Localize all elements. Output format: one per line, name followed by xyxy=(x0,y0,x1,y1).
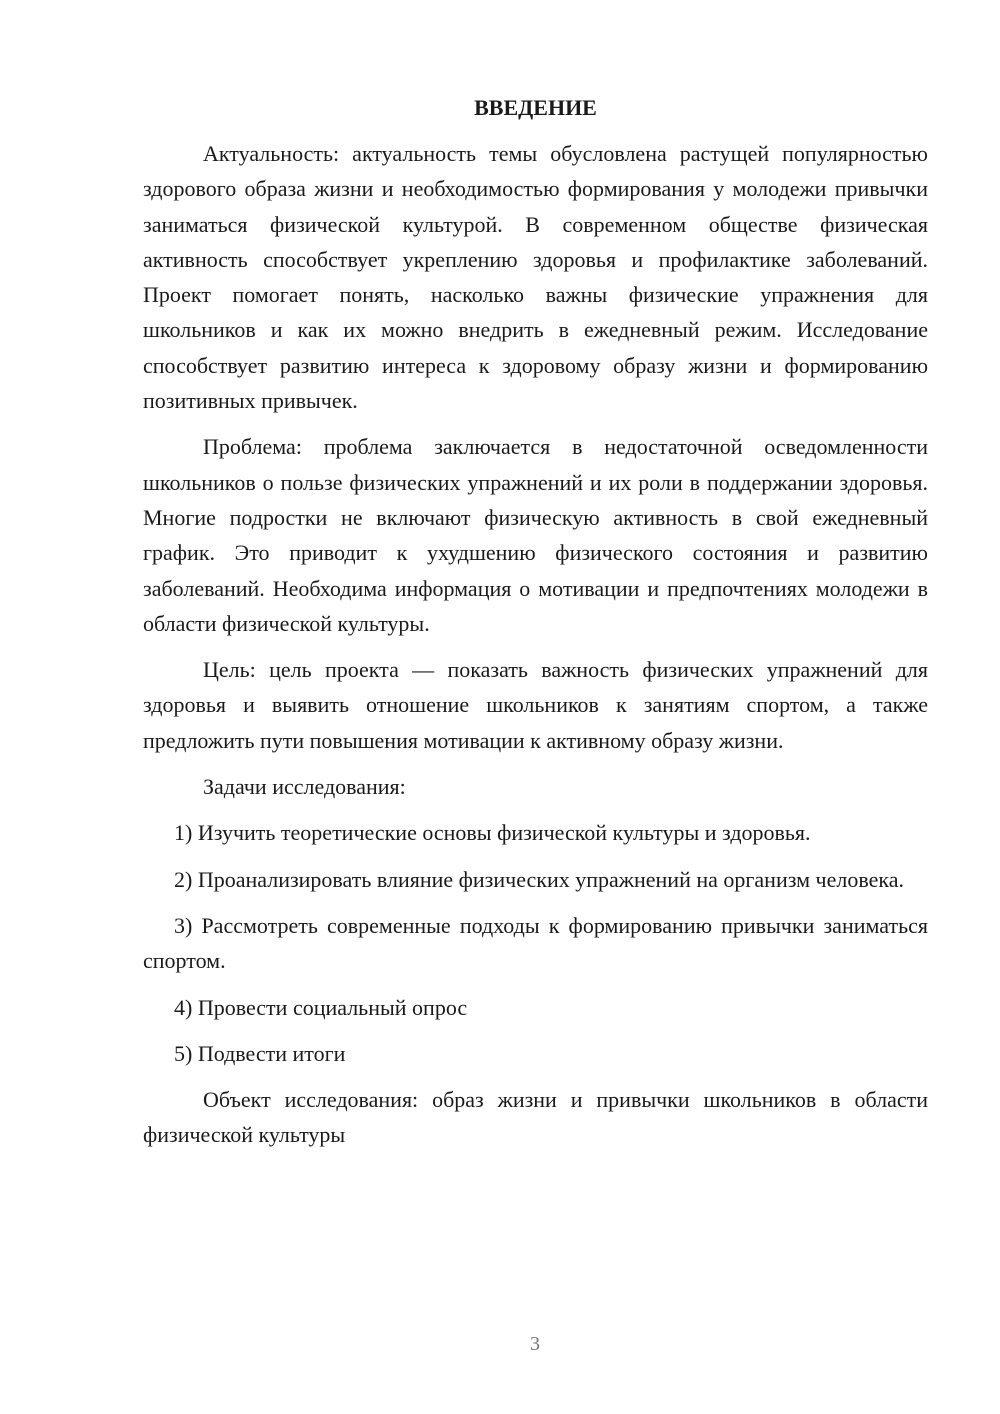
section-heading: ВВЕДЕНИЕ xyxy=(474,95,597,120)
page-number: 3 xyxy=(530,1333,540,1355)
task-item-1: 1) Изучить теоретические основы физической культуры и здоровья. xyxy=(174,820,811,846)
task-item-4: 4) Провести социальный опрос xyxy=(174,994,468,1020)
tasks-title: Задачи исследования: xyxy=(203,774,406,800)
task-item-5: 5) Подвести итоги xyxy=(174,1040,346,1066)
document-page xyxy=(143,90,928,1153)
goal-paragraph: Цель: цель проекта — показать важность физических упражнений для здоровья и выявить отношение школьников к занятиям спортом, а также предложить пути повышения мотивации к активному образу жизни. xyxy=(143,657,928,753)
problem-paragraph: Проблема: проблема заключается в недостаточной осведомленности школьников о пользе физических упражнений и их роли в поддержании здоровья. Многие подростки не включают физическую активность в свой ежедневный график. Это приводит к ухудшению физического состояния и развитию заболеваний. Необходима информация о мотивации и предпочтениях молодежи в области физической культуры. xyxy=(143,434,928,636)
object-paragraph: Объект исследования: образ жизни и привычки школьников в области физической культуры xyxy=(143,1087,928,1148)
task-item-3: 3) Рассмотреть современные подходы к формированию привычки заниматься спортом. xyxy=(143,912,928,974)
relevance-paragraph: Актуальность: актуальность темы обусловлена растущей популярностью здорового образа жизни и необходимостью формирования у молодежи привычки заниматься физической культурой. В современном обществе физическая активность способствует укреплению здоровья и профилактике заболеваний. Проект помогает понять, насколько важны физические упражнения для школьников и как их можно внедрить в ежедневный режим. Исследование способствует развитию интереса к здоровому образу жизни и формированию позитивных привычек. xyxy=(143,141,928,414)
task-item-2: 2) Проанализировать влияние физических упражнений на организм человека. xyxy=(174,866,904,892)
